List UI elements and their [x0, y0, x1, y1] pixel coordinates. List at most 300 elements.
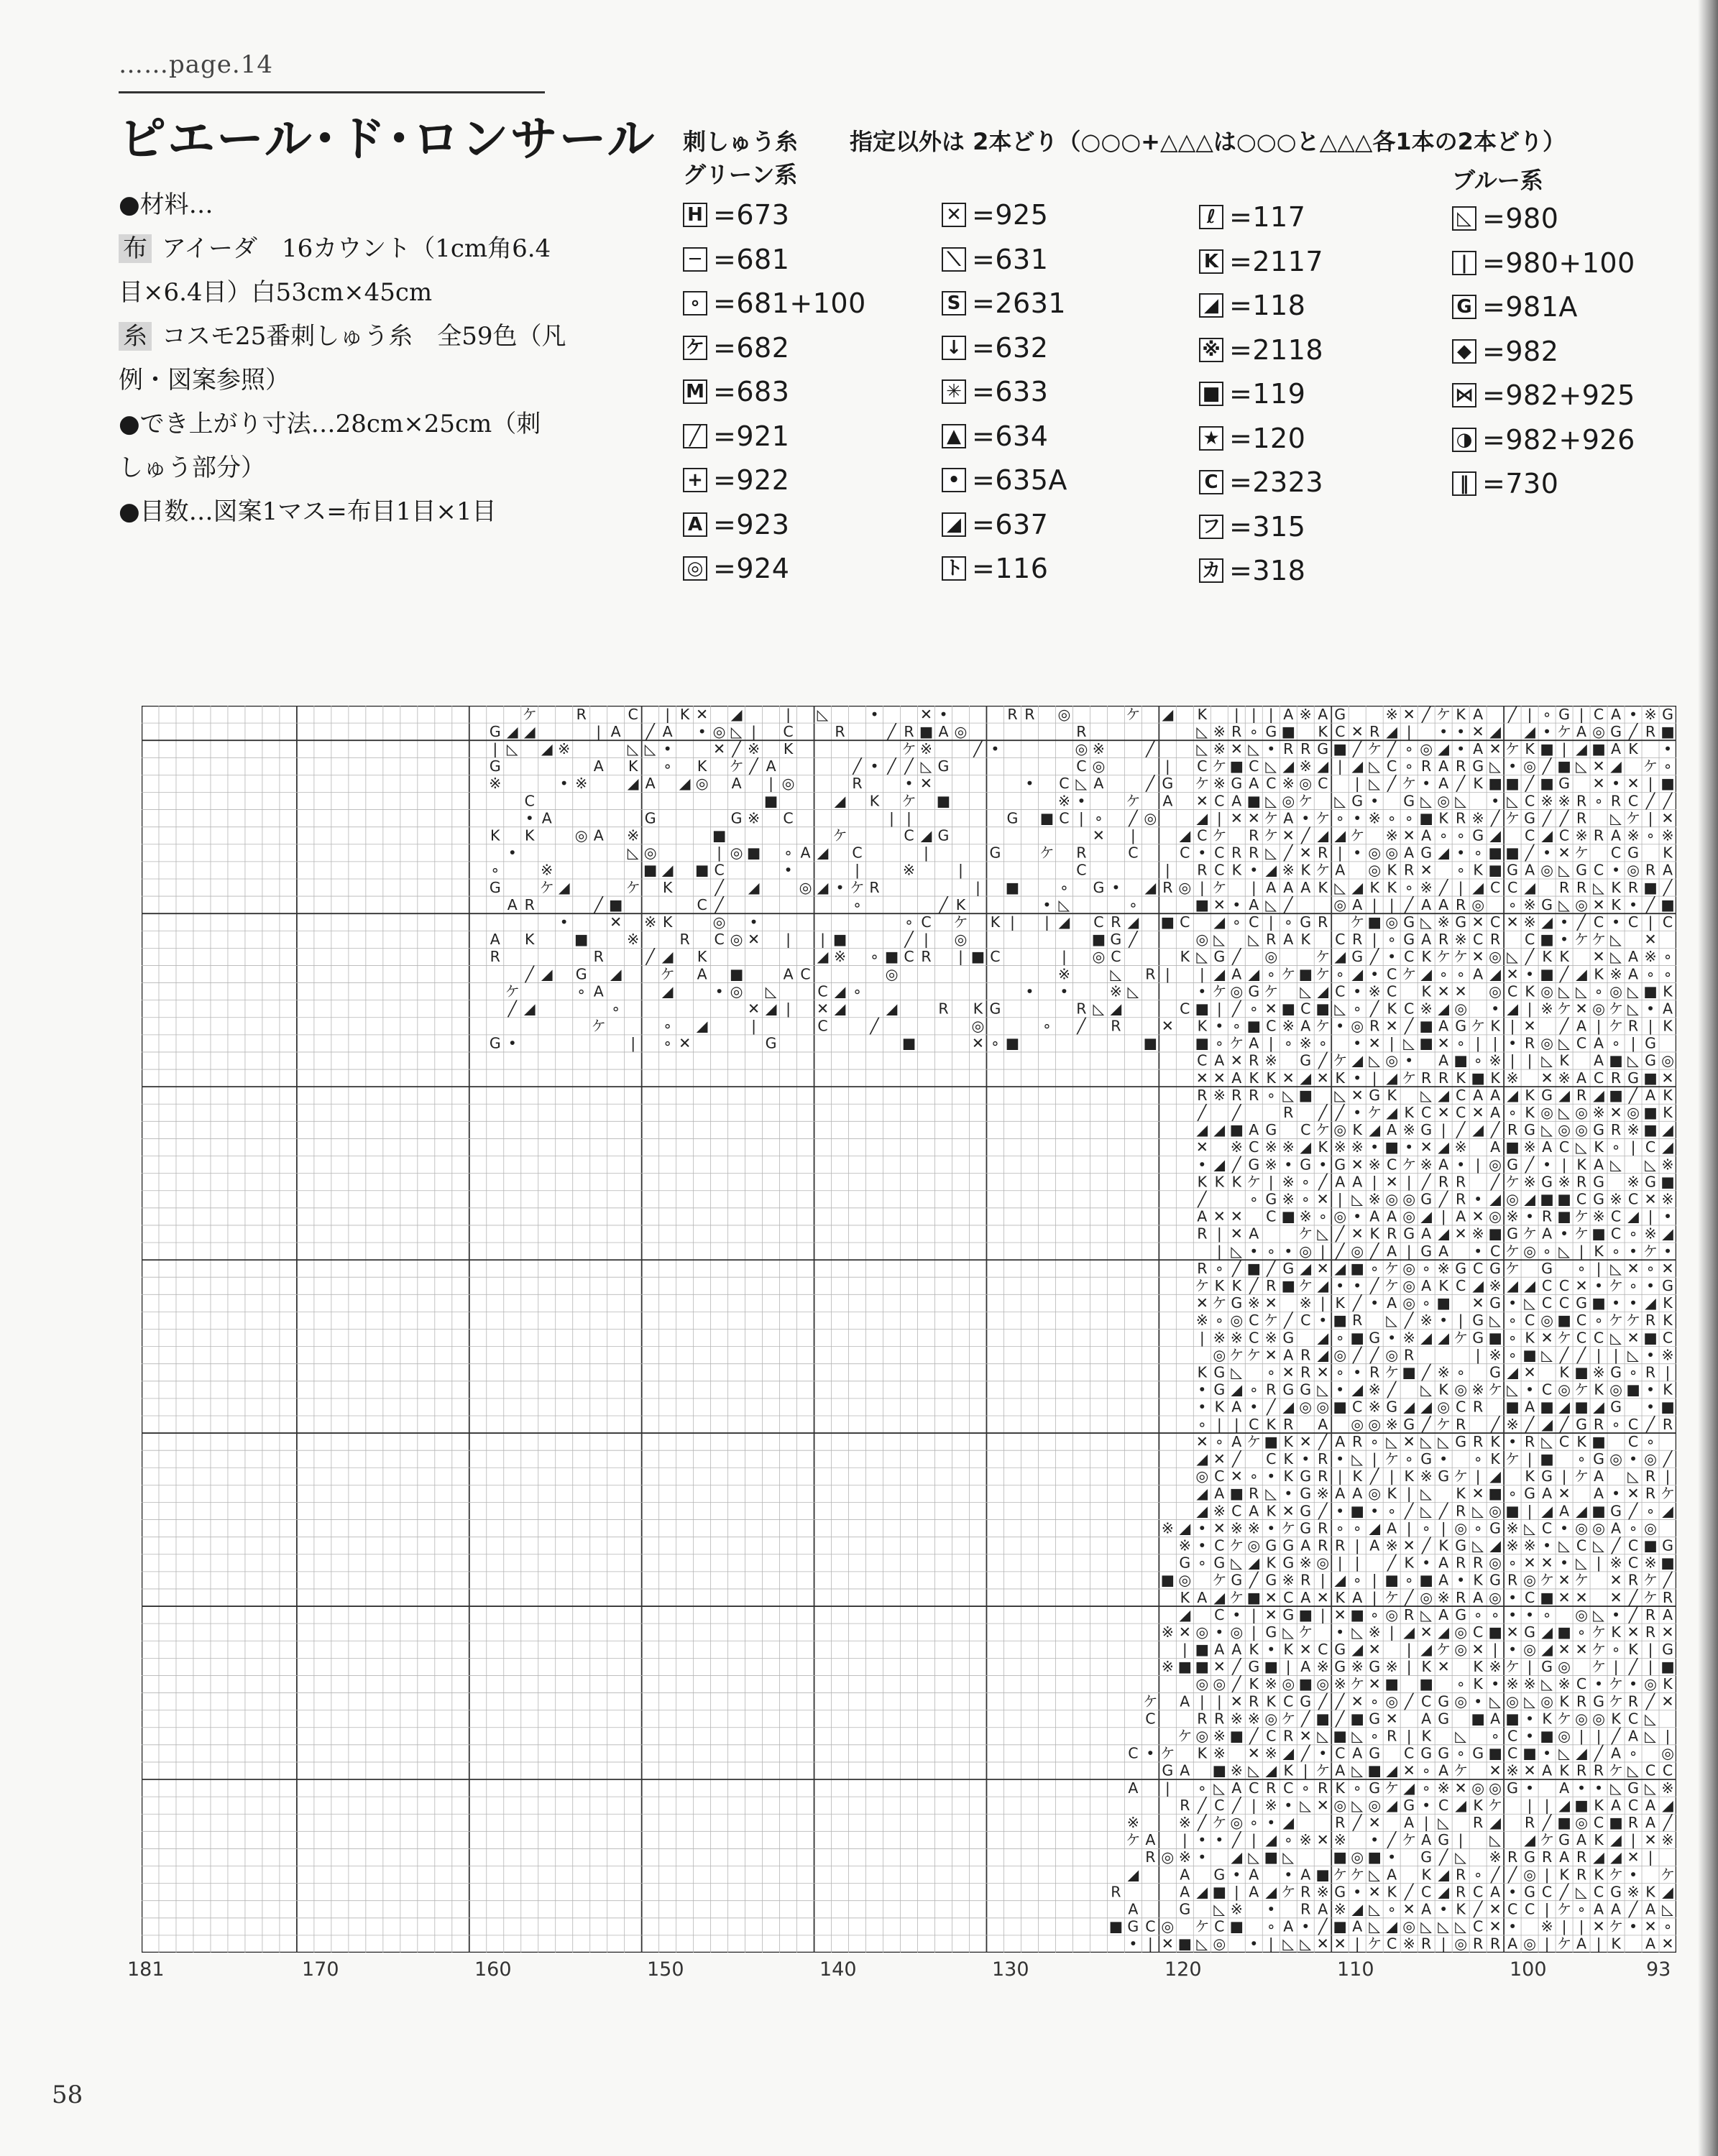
stitch-symbol: C [1214, 1606, 1225, 1623]
stitch-symbol: ■ [1591, 1225, 1606, 1243]
stitch-symbol: ケ [1436, 948, 1451, 966]
stitch-symbol: • [1198, 1398, 1207, 1416]
stitch-symbol: K [1594, 1866, 1604, 1884]
stitch-symbol: ◎ [1385, 1346, 1399, 1364]
stitch-symbol: ◢ [834, 982, 846, 1000]
stitch-symbol: ◺ [1420, 1502, 1433, 1520]
stitch-symbol: | [1630, 1034, 1636, 1052]
stitch-symbol: G [1369, 1658, 1381, 1676]
stitch-symbol: ╱ [1353, 1294, 1362, 1312]
stitch-symbol: ✕ [1178, 1623, 1191, 1641]
stitch-symbol: ◎ [1195, 1623, 1209, 1641]
stitch-symbol: ◎ [1489, 1156, 1502, 1174]
stitch-symbol: ◢ [1231, 1381, 1243, 1399]
stitch-symbol: R [1558, 878, 1570, 896]
stitch-symbol: A [766, 757, 776, 775]
stitch-symbol: • [1318, 1312, 1328, 1330]
stitch-symbol: ※ [1523, 913, 1536, 931]
stitch-symbol: • [1370, 1831, 1379, 1849]
stitch-symbol: ╱ [1387, 1831, 1397, 1849]
stitch-symbol: ◎ [1575, 895, 1588, 913]
stitch-symbol: R [1300, 740, 1311, 757]
stitch-symbol: ※ [1057, 792, 1070, 810]
stitch-symbol: ╱ [1576, 913, 1586, 931]
stitch-symbol: ◎ [885, 965, 899, 983]
x-tick-label: 120 [1165, 1958, 1202, 1981]
stitch-symbol: ■ [1229, 1485, 1244, 1503]
stitch-symbol: ◺ [1334, 792, 1346, 810]
stitch-symbol: G [1282, 1554, 1295, 1572]
stitch-symbol: A [1335, 861, 1346, 879]
stitch-symbol: | [1648, 1207, 1653, 1225]
stitch-symbol: ◎ [1195, 1727, 1209, 1745]
stitch-symbol: ∘ [1059, 878, 1069, 896]
stitch-symbol: ケ [1195, 775, 1210, 793]
stitch-symbol: • [1474, 1242, 1483, 1260]
stitch-symbol: • [559, 913, 569, 931]
stitch-symbol: G [1403, 913, 1415, 931]
stitch-symbol: | [1527, 1502, 1533, 1520]
stitch-symbol: ケ [1315, 809, 1331, 827]
stitch-symbol: G [1662, 1277, 1673, 1295]
stitch-symbol: ケ [1453, 948, 1469, 966]
stitch-symbol: ╱ [1490, 1866, 1500, 1884]
stitch-symbol: ◺ [1455, 792, 1467, 810]
stitch-symbol: C [1558, 1432, 1570, 1450]
stitch-symbol: K [1369, 878, 1379, 896]
stitch-symbol: | [1613, 1346, 1619, 1364]
stitch-symbol: ◎ [1299, 775, 1313, 793]
stitch-symbol: K [1197, 1363, 1208, 1381]
stitch-symbol: ケ [1470, 1017, 1486, 1035]
stitch-symbol: C [1507, 1727, 1518, 1745]
stitch-symbol: ■ [1540, 1588, 1554, 1606]
stitch-symbol: R [1369, 1017, 1380, 1035]
stitch-symbol: ※ [1471, 1225, 1484, 1243]
stitch-symbol: ✕ [1195, 1138, 1208, 1156]
stitch-symbol: K [1387, 1485, 1397, 1503]
stitch-symbol: A [1594, 1034, 1604, 1052]
thread-text-2: 例・図案参照） [119, 366, 290, 395]
stitch-symbol: G [1420, 1450, 1433, 1468]
stitch-symbol: ◢ [1265, 1831, 1277, 1849]
stitch-symbol: C [990, 948, 1001, 966]
stitch-symbol: ※ [902, 861, 916, 879]
stitch-symbol: ∘ [1663, 1917, 1673, 1935]
stitch-symbol: ╱ [1232, 1000, 1241, 1018]
stitch-symbol: C [1576, 1675, 1587, 1693]
stitch-symbol: • [1353, 1883, 1362, 1901]
stitch-symbol: ※ [1454, 931, 1467, 949]
stitch-symbol: ケ [901, 740, 917, 757]
stitch-symbol: ╱ [1490, 809, 1500, 827]
stitch-symbol: ◢ [661, 948, 674, 966]
stitch-symbol: G [1610, 1883, 1622, 1901]
stitch-symbol: ケ [1212, 878, 1227, 896]
stitch-symbol: R [1610, 1069, 1622, 1087]
stitch-symbol: G [575, 965, 587, 983]
stitch-symbol: ✕ [1454, 1779, 1467, 1797]
legend-item [1452, 379, 1635, 411]
stitch-symbol: ※ [1213, 1086, 1226, 1104]
stitch-symbol: ╱ [1456, 1121, 1466, 1139]
stitch-symbol: ✕ [1437, 1658, 1450, 1676]
stitch-symbol: ※ [1299, 1207, 1312, 1225]
stitch-symbol: A [1438, 757, 1449, 775]
stitch-symbol: C [1059, 809, 1070, 827]
stitch-symbol: R [1456, 1173, 1466, 1191]
stitch-symbol: A [1180, 1883, 1190, 1901]
stitch-symbol: ╱ [1318, 1432, 1328, 1450]
stitch-symbol: A [1645, 1814, 1656, 1832]
stitch-symbol: | [1216, 1000, 1222, 1018]
stitch-symbol: K [1663, 1675, 1673, 1693]
stitch-symbol: R [1076, 722, 1087, 740]
stitch-symbol: ◢ [1420, 1207, 1433, 1225]
stitch-symbol: ◎ [1402, 1190, 1416, 1208]
stitch-symbol: • [1508, 1588, 1517, 1606]
stitch-symbol: ケ [505, 982, 520, 1000]
stitch-symbol: A [1300, 1588, 1311, 1606]
stitch-symbol: K [1611, 895, 1621, 913]
legend-item [1199, 334, 1323, 366]
stitch-symbol: ケ [1660, 1866, 1676, 1884]
stitch-symbol: G [765, 1034, 777, 1052]
stitch-symbol: • [1456, 844, 1466, 862]
stitch-symbol: G [1300, 1468, 1312, 1485]
stitch-symbol: | [1406, 1658, 1412, 1676]
stitch-symbol: ╱ [1628, 1588, 1638, 1606]
stitch-symbol: C [1610, 844, 1622, 862]
stitch-symbol: ◺ [1075, 775, 1088, 793]
stitch-symbol: ◢ [1351, 1051, 1364, 1069]
stitch-symbol: ■ [1350, 1606, 1364, 1623]
stitch-symbol: K [1404, 1554, 1414, 1572]
stitch-symbol: ╱ [1353, 1814, 1362, 1832]
stitch-symbol: ※ [833, 948, 847, 966]
stitch-symbol: R [1300, 1900, 1311, 1918]
stitch-symbol: R [1438, 1069, 1449, 1087]
stitch-symbol: ケ [1401, 1831, 1417, 1849]
stitch-symbol: A [1249, 1866, 1259, 1884]
stitch-symbol: ✕ [1299, 844, 1312, 862]
stitch-symbol: C [783, 809, 794, 827]
stitch-symbol: ◺ [1265, 1485, 1277, 1503]
stitch-symbol: ◎ [1195, 931, 1209, 949]
stitch-symbol: ※ [1402, 1121, 1415, 1139]
stitch-symbol: K [1352, 1121, 1362, 1139]
stitch-symbol: A [938, 722, 949, 740]
stitch-symbol: ※ [1471, 1381, 1484, 1399]
stitch-symbol: G [1541, 1259, 1553, 1277]
stitch-symbol: K [1559, 1363, 1569, 1381]
stitch-symbol: K [679, 706, 690, 723]
stitch-symbol: ✕ [1575, 1641, 1588, 1659]
stitch-symbol: ╱ [1525, 948, 1535, 966]
stitch-symbol: ◢ [1179, 1519, 1191, 1537]
stitch-symbol: A [490, 931, 500, 949]
stitch-symbol: ◎ [1368, 1485, 1382, 1503]
stitch-symbol: ◢ [1317, 1329, 1329, 1347]
stitch-symbol: G [1403, 931, 1415, 949]
stitch-symbol: C [628, 706, 638, 723]
stitch-symbol: G [1558, 1831, 1571, 1849]
legend-value: =116 [972, 553, 1049, 584]
stitch-symbol: G [1265, 1190, 1277, 1208]
stitch-symbol: • [1198, 844, 1207, 862]
stitch-symbol: ■ [1195, 1641, 1209, 1659]
stitch-symbol: ∘ [1421, 1259, 1431, 1277]
stitch-symbol: ◺ [1610, 1259, 1622, 1277]
stitch-symbol: ╱ [939, 895, 948, 913]
stitch-symbol: A [1645, 1900, 1656, 1918]
stitch-symbol: • [1077, 792, 1086, 810]
stitch-symbol: G [1610, 1398, 1622, 1416]
stitch-symbol: ◢ [661, 861, 674, 879]
stitch-symbol: ※ [748, 740, 761, 757]
stitch-symbol: ケ [1436, 706, 1451, 723]
stitch-symbol: | [1596, 1346, 1602, 1364]
stitch-symbol: K [1663, 982, 1673, 1000]
stitch-symbol: ╱ [1198, 1796, 1207, 1814]
stitch-symbol: ◎ [1385, 1606, 1399, 1623]
stitch-symbol: A [1214, 1051, 1225, 1069]
stitch-symbol: A [1542, 1485, 1553, 1503]
stitch-symbol: ■ [1436, 1294, 1451, 1312]
stitch-symbol: ◢ [1662, 1138, 1673, 1156]
stitch-symbol: • [1422, 775, 1431, 793]
stitch-symbol: ◢ [523, 1000, 536, 1018]
stitch-symbol: • [1645, 1381, 1655, 1399]
stitch-symbol: ◎ [1575, 1710, 1588, 1728]
stitch-symbol: A [1525, 1398, 1535, 1416]
stitch-symbol: G [489, 757, 501, 775]
stitch-symbol: C [1387, 982, 1397, 1000]
stitch-symbol: ケ [1281, 1710, 1296, 1728]
stitch-symbol: | [1251, 1606, 1257, 1623]
stitch-symbol: A [1438, 1571, 1449, 1589]
stitch-symbol: ✕ [1437, 1034, 1450, 1052]
stitch-symbol: • [1508, 757, 1517, 775]
stitch-symbol: ∘ [663, 1017, 673, 1035]
stitch-symbol: R [1627, 1017, 1639, 1035]
stitch-symbol: ケ [1229, 1346, 1244, 1364]
stitch-symbol: A [1145, 1831, 1156, 1849]
stitch-symbol: ◢ [1662, 1883, 1673, 1901]
stitch-symbol: G [1282, 1606, 1295, 1623]
stitch-symbol: • [1249, 1935, 1259, 1953]
stitch-symbol: • [1301, 1450, 1310, 1468]
stitch-symbol: ◺ [1403, 1034, 1415, 1052]
stitch-symbol: | [1648, 1658, 1653, 1676]
stitch-symbol: | [596, 722, 602, 740]
stitch-symbol: | [751, 1017, 757, 1035]
stitch-symbol: ◎ [1489, 1207, 1502, 1225]
stitch-symbol: ケ [1298, 792, 1313, 810]
stitch-symbol: ∘ [1283, 913, 1293, 931]
stitch-symbol: • [1387, 948, 1397, 966]
stitch-symbol: R [1318, 1779, 1328, 1797]
stitch-symbol: ∘ [1335, 809, 1345, 827]
stitch-symbol: • [1370, 1138, 1379, 1156]
stitch-symbol: ケ [522, 706, 537, 723]
stitch-symbol: C [1249, 913, 1259, 931]
stitch-symbol: ■ [1557, 1190, 1571, 1208]
stitch-symbol: | [1406, 1242, 1412, 1260]
stitch-symbol: ∘ [1387, 1900, 1397, 1918]
legend-item [1199, 511, 1305, 543]
stitch-symbol: ╱ [1336, 1225, 1345, 1243]
stitch-symbol: A [1421, 826, 1432, 844]
stitch-symbol: | [1165, 965, 1170, 983]
stitch-symbol: ◢ [730, 706, 743, 723]
stitch-symbol: ◎ [1523, 1242, 1537, 1260]
stitch-symbol: ✕ [1351, 722, 1364, 740]
stitch-symbol: ∘ [1387, 1502, 1397, 1520]
stitch-symbol: ✕ [1351, 1156, 1364, 1174]
stitch-symbol: A [1249, 1883, 1259, 1901]
stitch-symbol: G [1472, 1744, 1484, 1762]
stitch-symbol: C [1180, 913, 1190, 931]
stitch-symbol: ∘ [1352, 1571, 1362, 1589]
stitch-symbol: ケ [1591, 1641, 1607, 1659]
stitch-symbol: ※ [1213, 722, 1226, 740]
stitch-symbol: ✕ [1437, 982, 1450, 1000]
stitch-symbol: C [1214, 1917, 1225, 1935]
stitch-symbol: ╱ [1559, 1883, 1569, 1901]
stitch-symbol: ケ [1212, 1294, 1227, 1312]
stitch-symbol: ◎ [1540, 1104, 1554, 1122]
stitch-symbol: C [1335, 982, 1346, 1000]
stitch-symbol: K [1594, 1138, 1604, 1156]
stitch-symbol: ╱ [1232, 1658, 1241, 1676]
stitch-symbol: A [1283, 1346, 1294, 1364]
stitch-symbol: ※ [1230, 1710, 1243, 1728]
stitch-symbol: ■ [1367, 1848, 1382, 1866]
stitch-symbol: ◢ [1317, 1277, 1329, 1295]
stitch-symbol: G [1593, 1450, 1604, 1468]
stitch-symbol: R [1473, 1432, 1484, 1450]
stitch-symbol: ╱ [1336, 1104, 1345, 1122]
stitch-symbol: C [1387, 965, 1397, 983]
stitch-symbol: ■ [1384, 1675, 1399, 1693]
stitch-symbol: A [1300, 878, 1311, 896]
stitch-symbol: ◎ [1075, 740, 1088, 757]
stitch-symbol: A [1197, 1588, 1208, 1606]
stitch-symbol: G [1300, 1485, 1312, 1503]
stitch-symbol: R [1249, 1086, 1259, 1104]
stitch-symbol: ◎ [1592, 1710, 1605, 1728]
stitch-symbol: A [1421, 1831, 1432, 1849]
stitch-symbol: ╱ [1370, 1468, 1379, 1485]
stitch-symbol: | [1544, 1866, 1550, 1884]
stitch-symbol: ∘ [1576, 1623, 1586, 1641]
stitch-symbol: K [1249, 1641, 1259, 1659]
stitch-symbol: ◢ [1438, 1086, 1450, 1104]
stitch-symbol: ∘ [1093, 809, 1103, 827]
stitch-symbol: ◎ [1540, 1034, 1554, 1052]
stitch-symbol: | [1234, 1883, 1239, 1901]
stitch-symbol: | [1630, 1138, 1636, 1156]
stitch-symbol: A [1438, 1156, 1449, 1174]
stitch-symbol: ◺ [1627, 1468, 1639, 1485]
stitch-symbol: A [1576, 722, 1587, 740]
stitch-symbol: ※ [1333, 1138, 1346, 1156]
stitch-symbol: ✕ [1592, 1917, 1605, 1935]
stitch-symbol: | [1216, 1415, 1222, 1433]
stitch-symbol: • [1628, 1675, 1638, 1693]
stitch-symbol: ✕ [1299, 1432, 1312, 1450]
stitch-symbol: A [1421, 895, 1432, 913]
stitch-symbol: ■ [1540, 931, 1554, 949]
stitch-symbol: ✕ [1264, 1000, 1277, 1018]
stitch-symbol: ◺ [1282, 1623, 1295, 1641]
stitch-symbol: ◢ [1438, 1866, 1450, 1884]
stitch-symbol: ◎ [1213, 1346, 1226, 1364]
stitch-symbol: ◢ [1438, 1623, 1450, 1641]
stitch-symbol: ※ [1385, 1658, 1398, 1676]
stitch-symbol: R [1300, 1883, 1311, 1901]
stitch-symbol: ∘ [1507, 1485, 1517, 1503]
stitch-symbol: • [1198, 982, 1207, 1000]
stitch-symbol: K [1559, 1866, 1569, 1884]
stitch-symbol: ✕ [1385, 1710, 1398, 1728]
stitch-symbol: ◎ [1661, 1051, 1674, 1069]
stitch-symbol: ∘ [1421, 1761, 1431, 1779]
stitch-symbol: ◎ [1575, 1606, 1588, 1623]
stitch-symbol: • [1336, 1623, 1345, 1641]
stitch-symbol: ◢ [1162, 706, 1174, 723]
stitch-symbol: ◢ [1645, 1294, 1656, 1312]
stitch-symbol: ケ [1349, 913, 1365, 931]
stitch-symbol: ✕ [971, 1034, 985, 1052]
stitch-symbol: ケ [591, 1017, 606, 1035]
fabric-line [119, 227, 550, 271]
stitch-symbol: ∘ [1266, 965, 1276, 983]
stitch-symbol: | [1544, 1900, 1550, 1918]
stitch-symbol: ケ [1384, 1450, 1400, 1468]
stitch-symbol: ◺ [1265, 844, 1277, 862]
stitch-symbol: K [1628, 740, 1638, 757]
x-tick-label: 170 [302, 1958, 339, 1981]
stitch-symbol: ∘ [1421, 1294, 1431, 1312]
stitch-symbol: A [1352, 1744, 1363, 1762]
stitch-symbol: ◎ [712, 722, 726, 740]
stitch-symbol: ∘ [1197, 1554, 1207, 1572]
stitch-symbol: ◺ [1231, 1242, 1243, 1260]
stitch-symbol: G [1455, 913, 1467, 931]
stitch-symbol: ◺ [1300, 1796, 1312, 1814]
stitch-symbol: G [1507, 1225, 1519, 1243]
stitch-symbol: ◢ [1196, 1502, 1208, 1520]
stitch-symbol: ケ [1556, 1900, 1572, 1918]
stitch-symbol: ╱ [1301, 1744, 1310, 1762]
legend-symbol-icon: ⟍ [942, 247, 966, 272]
stitch-symbol: ※ [1316, 1883, 1329, 1901]
stitch-symbol: ∘ [1507, 1554, 1517, 1572]
stitch-symbol: G [1300, 1156, 1312, 1174]
stitch-symbol: ∘ [1318, 1034, 1328, 1052]
stitch-symbol: | [1527, 706, 1533, 723]
stitch-symbol: | [1009, 913, 1015, 931]
stitch-symbol: ╱ [1645, 1415, 1655, 1433]
stitch-symbol: ╱ [1542, 809, 1552, 827]
stitch-symbol: ※ [1368, 809, 1381, 827]
stitch-symbol: A [1249, 895, 1259, 913]
stitch-symbol: C [1593, 1883, 1604, 1901]
stitch-symbol: ╱ [1249, 1727, 1259, 1745]
stitch-symbol: ケ [850, 878, 865, 896]
